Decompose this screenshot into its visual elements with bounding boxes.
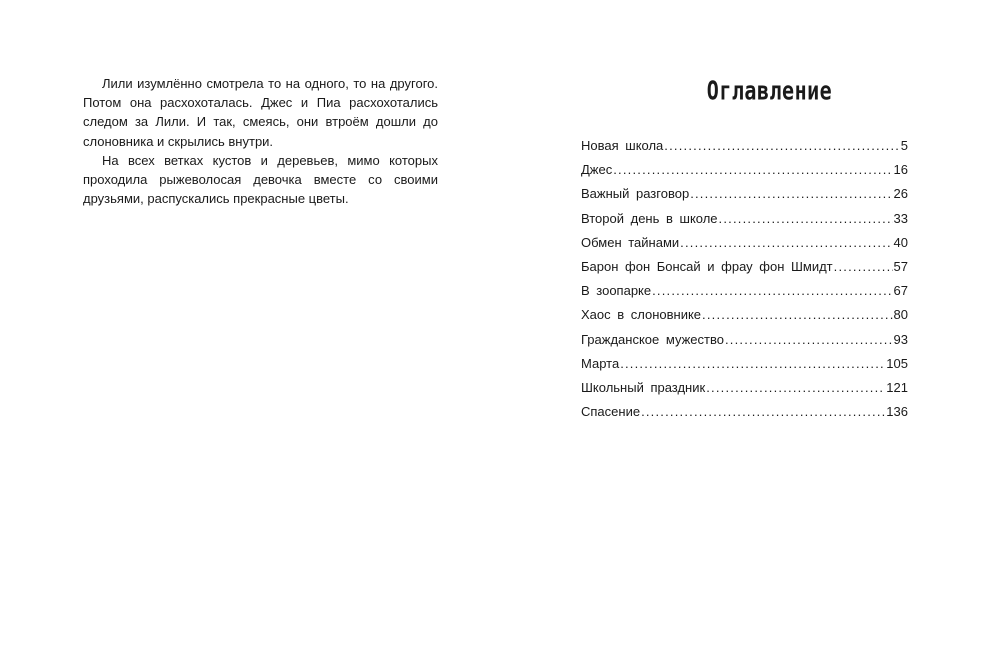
toc-dot-leader [706, 380, 885, 396]
toc-dot-leader [641, 404, 885, 420]
toc-entry-page: 40 [893, 234, 908, 250]
toc-entry-label: Спасение [581, 404, 641, 420]
right-page [581, 76, 908, 428]
toc-entry [581, 283, 908, 307]
toc-entry-page: 136 [886, 404, 908, 420]
toc-entry-label: Марта [581, 355, 620, 371]
toc-entry-label: Джес [581, 162, 613, 178]
toc-dot-leader [834, 259, 893, 275]
left-page [83, 74, 438, 208]
toc-entry-page: 93 [893, 331, 908, 347]
toc-entry-label: Новая школа [581, 138, 664, 153]
toc-entry-label: Школьный праздник [581, 379, 706, 395]
toc-entry-label: Второй день в школе [581, 210, 718, 226]
toc-entry [581, 186, 908, 210]
toc-entry [581, 235, 908, 259]
toc-entry-label: В зоопарке [581, 283, 652, 299]
toc-dot-leader [690, 186, 892, 202]
toc-entry-page: 16 [893, 162, 908, 178]
toc-entry-page: 67 [893, 283, 908, 299]
toc-entry-label: Обмен тайнами [581, 234, 680, 250]
toc-dot-leader [725, 332, 893, 348]
toc-entry [581, 211, 908, 235]
toc-title: Оглавление [706, 74, 833, 106]
toc-entry-label: Хаос в слоновнике [581, 307, 702, 323]
toc-entry [581, 356, 908, 380]
toc-entry [581, 380, 908, 404]
toc-dot-leader [702, 307, 892, 323]
toc-entry-label: Важный разговор [581, 186, 690, 202]
toc-entry-page: 33 [893, 210, 908, 226]
toc-entry [581, 404, 908, 428]
toc-entry [581, 307, 908, 331]
toc-entry-page: 105 [886, 355, 908, 371]
toc-entry-label: Барон фон Бонсай и фрау фон Шмидт [581, 258, 833, 274]
toc-entry-page: 26 [893, 186, 908, 202]
story-paragraph-2: На всех ветках кустов и деревьев, мимо которых проходила рыжеволосая девочка вместе со своими друзьями, распускались прекрасные цветы. [83, 152, 438, 207]
toc-entry-page: 57 [893, 258, 908, 274]
toc-dot-leader [613, 162, 892, 178]
toc-entry-label: Гражданское мужество [581, 331, 724, 347]
toc-entry [581, 138, 908, 162]
toc-dot-leader [652, 283, 892, 299]
toc-entry-page: 80 [893, 307, 908, 323]
story-paragraph-1: Лили изумлённо смотрела то на одного, то на другого. Потом она расхохоталась. Джес и Пиа расхохотались следом за Лили. И так, смеясь, они втроём дошли до слоновника и скрылись внутри. [83, 76, 438, 149]
toc-dot-leader [620, 356, 885, 372]
toc-entry-page: 5 [900, 138, 908, 153]
toc-entry [581, 162, 908, 186]
toc-entry [581, 259, 908, 283]
toc-entry [581, 332, 908, 356]
toc-entry-page: 121 [886, 379, 908, 395]
toc-list [581, 138, 908, 428]
toc-dot-leader [719, 211, 893, 227]
toc-dot-leader [680, 235, 892, 251]
toc-dot-leader [664, 138, 899, 154]
